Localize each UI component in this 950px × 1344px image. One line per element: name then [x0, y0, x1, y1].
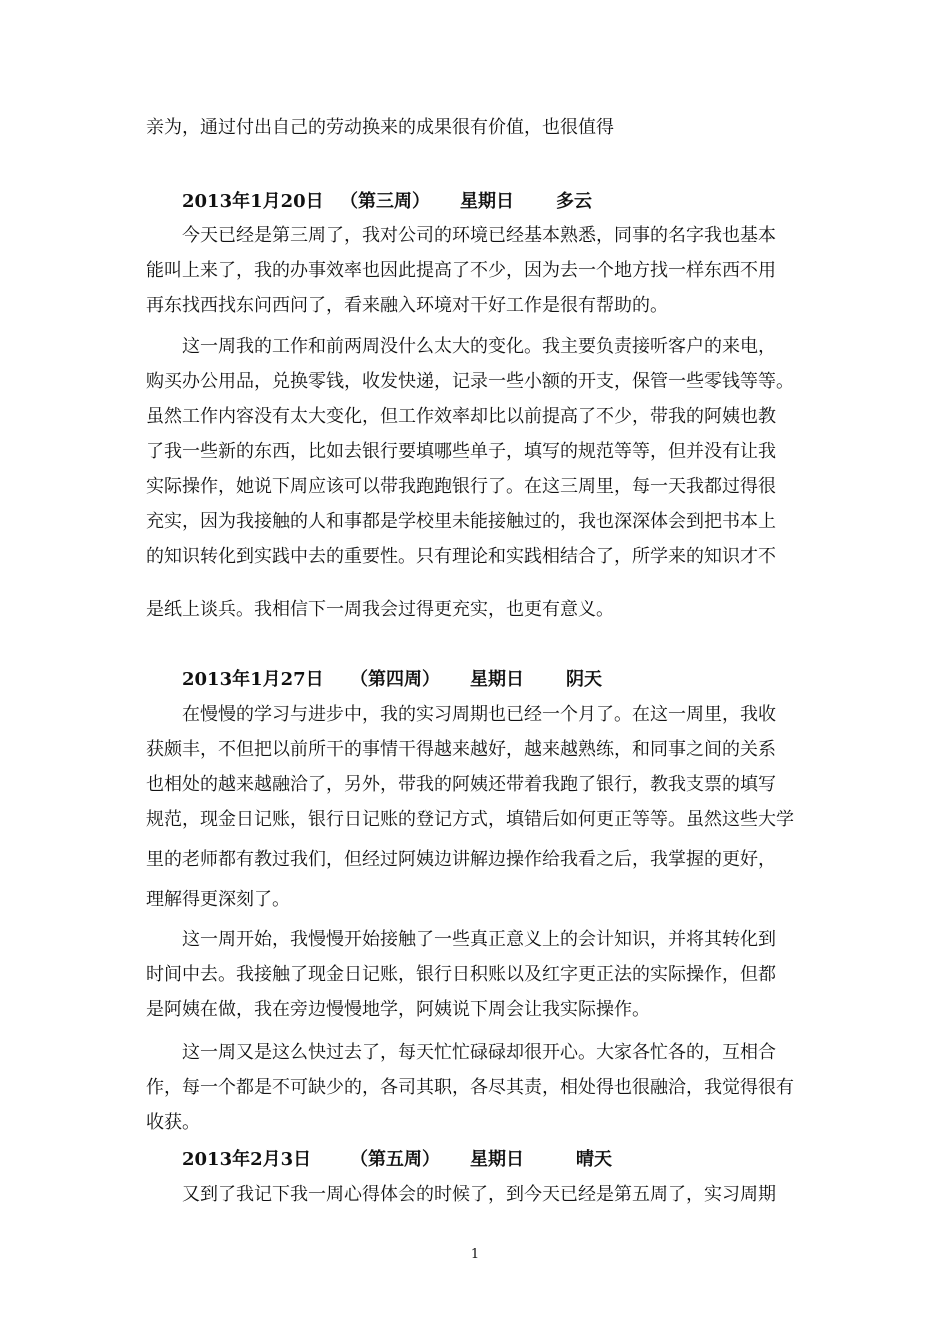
text-line: 在慢慢的学习与进步中，我的实习周期也已经一个月了。在这一周里，我收: [182, 704, 776, 725]
entry-week: （第三周）: [340, 191, 430, 212]
text-line: 收获。: [146, 1112, 200, 1133]
text-line: 是阿姨在做，我在旁边慢慢地学，阿姨说下周会让我实际操作。: [146, 999, 650, 1020]
text-line: 里的老师都有教过我们，但经过阿姨边讲解边操作给我看之后，我掌握的更好，: [146, 849, 776, 870]
text-line: 时间中去。我接触了现金日记账，银行日积账以及红字更正法的实际操作，但都: [146, 964, 776, 985]
text-line: 是纸上谈兵。我相信下一周我会过得更充实，也更有意义。: [146, 599, 614, 620]
text-line: 也相处的越来越融洽了，另外，带我的阿姨还带着我跑了银行，教我支票的填写: [146, 774, 776, 795]
text-line: 作，每一个都是不可缺少的，各司其职，各尽其责，相处得也很融洽，我觉得很有: [146, 1077, 794, 1098]
text-line: 今天已经是第三周了，我对公司的环境已经基本熟悉，同事的名字我也基本: [182, 225, 776, 246]
text-line: 充实，因为我接触的人和事都是学校里未能接触过的，我也深深体会到把书本上: [146, 511, 776, 532]
entry-weather: 多云: [556, 191, 592, 212]
entry-date: 2013年2月3日: [182, 1149, 312, 1170]
entry-date: 2013年1月27日: [182, 669, 324, 690]
entry-week: （第四周）: [350, 669, 440, 690]
text-line: 虽然工作内容没有太大变化，但工作效率却比以前提高了不少，带我的阿姨也教: [146, 406, 776, 427]
text-line: 购买办公用品，兑换零钱，收发快递，记录一些小额的开支，保管一些零钱等等。: [146, 371, 794, 392]
text-line: 这一周我的工作和前两周没什么太大的变化。我主要负责接听客户的来电，: [182, 336, 776, 357]
entry-weather: 晴天: [576, 1149, 612, 1170]
entry-weekday: 星期日: [470, 669, 524, 690]
text-line: 再东找西找东问西问了，看来融入环境对干好工作是很有帮助的。: [146, 295, 668, 316]
page-number: 1: [470, 1247, 480, 1262]
text-line: 了我一些新的东西，比如去银行要填哪些单子，填写的规范等等，但并没有让我: [146, 441, 776, 462]
text-line: 获颇丰，不但把以前所干的事情干得越来越好，越来越熟练，和同事之间的关系: [146, 739, 776, 760]
entry-weather: 阴天: [566, 669, 602, 690]
entry-week: （第五周）: [350, 1149, 440, 1170]
text-line: 的知识转化到实践中去的重要性。只有理论和实践相结合了，所学来的知识才不: [146, 546, 776, 567]
entry-weekday: 星期日: [460, 191, 514, 212]
entry-date: 2013年1月20日: [182, 191, 324, 212]
text-line: 又到了我记下我一周心得体会的时候了，到今天已经是第五周了，实习周期: [182, 1184, 776, 1205]
text-line: 理解得更深刻了。: [146, 889, 290, 910]
text-line: 规范，现金日记账，银行日记账的登记方式，填错后如何更正等等。虽然这些大学: [146, 809, 794, 830]
text-line: 实际操作，她说下周应该可以带我跑跑银行了。在这三周里，每一天我都过得很: [146, 476, 776, 497]
text-line: 这一周开始，我慢慢开始接触了一些真正意义上的会计知识，并将其转化到: [182, 929, 776, 950]
text-line: 亲为，通过付出自己的劳动换来的成果很有价值，也很值得: [146, 117, 614, 138]
text-line: 这一周又是这么快过去了，每天忙忙碌碌却很开心。大家各忙各的，互相合: [182, 1042, 776, 1063]
text-line: 能叫上来了，我的办事效率也因此提高了不少，因为去一个地方找一样东西不用: [146, 260, 776, 281]
entry-weekday: 星期日: [470, 1149, 524, 1170]
